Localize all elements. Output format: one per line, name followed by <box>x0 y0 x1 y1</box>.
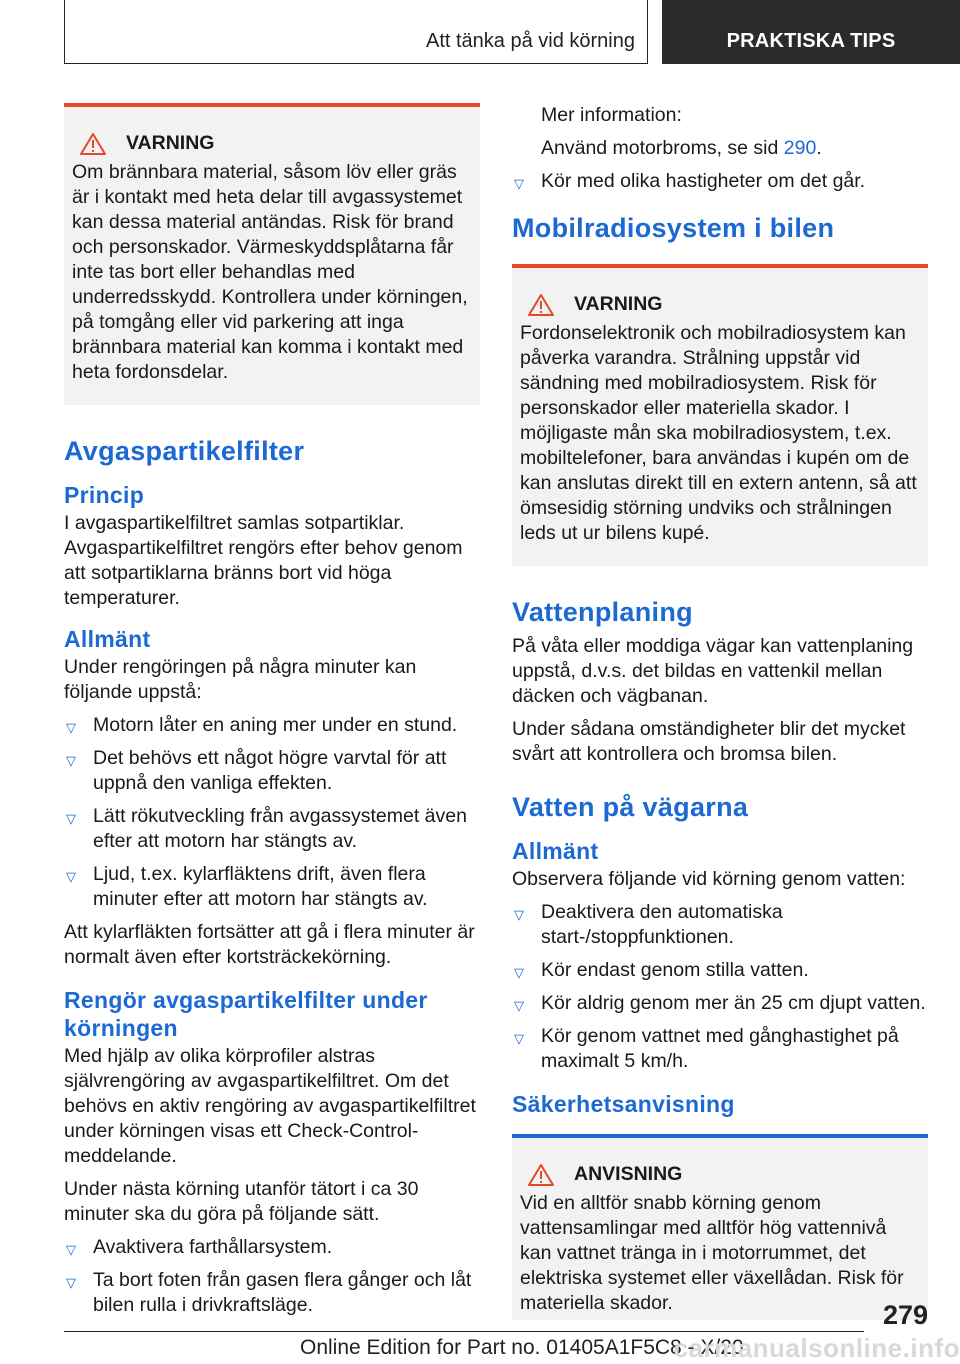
rengor-list <box>64 1235 480 1318</box>
allmant-intro: Under rengöringen på några minuter kan följande uppstå: <box>64 656 417 703</box>
warning-triangle-icon <box>80 133 106 155</box>
allmant-list <box>64 713 480 912</box>
list-item: ▽ Avaktivera farthållarsystem. <box>64 1235 480 1260</box>
vattenplaning-text-1: På våta eller moddiga vägar kan vattenplaning uppstå, d.v.s. det bildas en vattenkil mellan däcken och vägbanan. <box>512 635 914 707</box>
warning-text: Fordonselektronik och mobilradiosystem kan påverka varandra. Strålning uppstår vid sändning med mobilradiosystem. Risk för personskador eller materiella skador. I möjligaste mån ska mobilradiosystem, t.ex. mobiltelefoner, bara användas i kupén om de kan anslutas direkt till en extern antenn, så att ömsesidig störning undviks och strålningen leds ut ur bilens kupé. <box>520 322 917 544</box>
right-column <box>512 103 928 1320</box>
bullet-triangle-icon: ▽ <box>66 720 76 735</box>
heading-vattenplaning: Vattenplaning <box>512 597 693 627</box>
warning-box-radio <box>512 264 928 566</box>
more-info-label: Mer information: <box>541 104 682 126</box>
notice-triangle-icon <box>528 1164 554 1186</box>
notice-text: Vid en alltför snabb körning genom vattensamlingar med alltför hög vattennivå kan vattnet tränga in i motorrummet, det elektriska systemet eller växellådan. Risk för materiella skador. <box>520 1192 904 1314</box>
heading-allmant: Allmänt <box>512 838 599 864</box>
list-item: ▽ Ljud, t.ex. kylarfläktens drift, även flera minuter efter att motorn har stängts av. <box>66 863 428 910</box>
warning-title <box>520 292 920 317</box>
header-chapter-tab <box>662 0 960 64</box>
notice-label: ANVISNING <box>574 1163 683 1185</box>
page-link-290[interactable]: 290 <box>783 137 817 159</box>
warning-triangle-icon <box>528 294 554 316</box>
heading-avgaspartikelfilter: Avgaspartikelfilter <box>64 436 305 466</box>
heading-mobilradiosystem: Mobilradiosystem i bilen <box>512 213 835 243</box>
list-item: ▽ Det behövs ett något högre varvtal för att uppnå den vanliga effekten. <box>66 747 447 794</box>
heading-allmant: Allmänt <box>64 626 151 652</box>
warning-box-brannbara <box>64 103 480 405</box>
vattenplaning-text-2: Under sådana omständigheter blir det mycket svårt att kontrollera och bromsa bilen. <box>512 718 906 765</box>
watermark: carmanualsonline.info <box>673 1333 960 1363</box>
section-title: Att tänka på vid körning <box>425 30 635 52</box>
bullet-triangle-icon: ▽ <box>66 1275 76 1290</box>
notice-title <box>520 1162 920 1187</box>
list-item: ▽ Ta bort foten från gasen flera gånger och låt bilen rulla i drivkraftsläge. <box>66 1269 472 1316</box>
list-item: ▽ Kör genom vattnet med gånghastighet på maximalt 5 km/h. <box>514 1025 899 1072</box>
list-item: ▽ Kör aldrig genom mer än 25 cm djupt vatten. <box>512 991 928 1016</box>
page-number: 279 <box>882 1300 928 1330</box>
warning-label: VARNING <box>126 132 215 154</box>
footer-edition: Online Edition for Part no. 01405A1F5C8 - X/20 <box>300 1336 744 1359</box>
heading-rengor: Rengör avgaspartikelfilter under körningen <box>64 987 428 1041</box>
list-item: ▽ Kör med olika hastigheter om det går. <box>512 169 928 194</box>
bullet-triangle-icon: ▽ <box>66 811 76 826</box>
motorbroms-text: Använd motorbroms, se sid 290. <box>541 137 822 159</box>
notice-box <box>512 1134 928 1320</box>
bullet-triangle-icon: ▽ <box>66 869 76 884</box>
speed-list <box>512 169 928 194</box>
bullet-triangle-icon: ▽ <box>66 753 76 768</box>
left-column <box>64 103 480 1326</box>
heading-vatten-pa-vagarna: Vatten på vägarna <box>512 792 749 822</box>
list-item: ▽ Kör endast genom stilla vatten. <box>512 958 928 983</box>
rengor-text-2: Under nästa körning utanför tätort i ca 30 minuter ska du göra på följande sätt. <box>64 1178 419 1225</box>
heading-sakerhetsanvisning: Säkerhetsanvisning <box>512 1091 735 1117</box>
warning-title <box>72 131 472 156</box>
bullet-triangle-icon: ▽ <box>514 176 524 191</box>
bullet-triangle-icon: ▽ <box>514 998 524 1013</box>
bullet-triangle-icon: ▽ <box>514 907 524 922</box>
header-section-box <box>64 0 648 64</box>
warning-label: VARNING <box>574 293 663 315</box>
heading-princip: Princip <box>64 482 145 508</box>
bullet-triangle-icon: ▽ <box>514 965 524 980</box>
list-item: ▽ Deaktivera den automatiska start-/stoppfunktionen. <box>514 901 783 948</box>
princip-text: I avgaspartikelfiltret samlas sotpartiklar. Avgaspartikelfiltret rengörs efter behov genom att sotpartiklarna bränns bort vid höga temperaturer. <box>64 512 463 609</box>
chapter-tab-label: PRAKTISKA TIPS <box>726 30 896 52</box>
allmant-outro: Att kylarfläkten fortsätter att gå i flera minuter är normalt även efter kortsträckekörning. <box>64 921 475 968</box>
list-item: ▽ Lätt rökutveckling från avgassystemet även efter att motorn har stängts av. <box>66 805 467 852</box>
bullet-triangle-icon: ▽ <box>514 1031 524 1046</box>
warning-text: Om brännbara material, såsom löv eller gräs är i kontakt med heta delar till avgassystemet kan dessa material antändas. Risk för brand och personskador. Värmeskyddsplåtarna får inte tas bort eller behandlas med underredsskydd. Kontrollera under körningen, på tomgång eller vid parkering att inga brännbara material kan komma i kontakt med heta fordonsdelar. <box>72 161 468 383</box>
bullet-triangle-icon: ▽ <box>66 1242 76 1257</box>
vatten-list <box>512 900 928 1074</box>
vatten-intro: Observera följande vid körning genom vatten: <box>512 868 906 890</box>
rengor-text-1: Med hjälp av olika körprofiler alstras självrengöring av avgaspartikelfiltret. Om det behövs en aktiv rengöring av avgaspartikelfiltret under körningen visas ett Check-Control-meddelande. <box>64 1045 476 1167</box>
footer-divider <box>64 1331 864 1332</box>
list-item: ▽ Motorn låter en aning mer under en stund. <box>64 713 480 738</box>
